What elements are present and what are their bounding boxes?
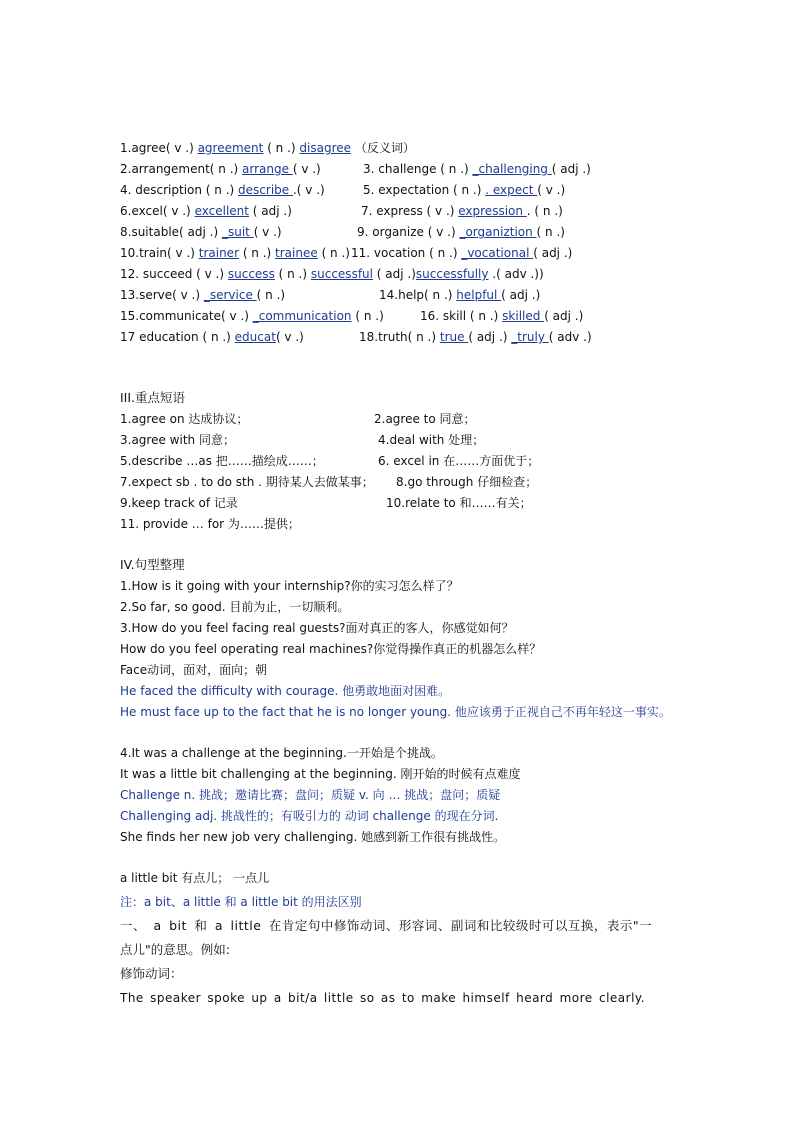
vocab-answer: excellent [194, 204, 249, 218]
vocab-answer: success [227, 267, 275, 281]
vocab-answer: describe [238, 183, 293, 197]
vocab-text: . ( n .) [526, 204, 563, 218]
vocab-text: .( v .) [292, 183, 325, 197]
vocab-text: 13.serve( v .) [120, 288, 204, 302]
vocab-answer: _service [203, 288, 257, 302]
vocab-answer: expression [458, 204, 527, 218]
vocab-answer: trainee [275, 246, 318, 260]
phrase-item: 7.expect sb . to do sth . 期待某人去做某事； [120, 475, 374, 489]
vocab-text: ( n .) [274, 267, 311, 281]
phrase-item: 8.go through 仔细检查； [396, 475, 538, 489]
vocab-answer: educat [234, 330, 276, 344]
phrase-item: 11. provide … for 为……提供； [120, 517, 300, 531]
vocab-text: ( adv .) [548, 330, 592, 344]
vocab-text: 10.train( v .) [120, 246, 199, 260]
vocab-text: 9. organize ( v .) [357, 225, 460, 239]
vocab-line-7 [120, 266, 544, 282]
vocab-answer: _organiztion [459, 225, 537, 239]
phrase-item: 2.agree to 同意； [374, 412, 476, 426]
vocab-text: 16. skill ( n .) [420, 309, 503, 323]
phrase-item: 10.relate to 和……有关； [386, 496, 532, 510]
phrase-item: 9.keep track of 记录 [120, 496, 238, 510]
phrase-item: 4.deal with 处理； [378, 433, 485, 447]
paragraph-line: The speaker spoke up a bit/a little so as to make himself heard more clearly. [120, 991, 646, 1005]
sentence-line: a little bit 有点儿； 一点儿 [120, 871, 270, 885]
phrase-item: 1.agree on 达成协议； [120, 412, 249, 426]
vocab-text: ( adj .) [372, 267, 416, 281]
vocab-text: 8.suitable( adj .) [120, 225, 222, 239]
vocab-text: ( v .) [253, 225, 282, 239]
vocab-text: 3. challenge ( n .) [363, 162, 473, 176]
vocab-text: ( n .) [536, 225, 565, 239]
vocab-text: ( n .) [239, 246, 276, 260]
sentence-line: 4.It was a challenge at the beginning.一开始是个挑战。 [120, 746, 443, 760]
vocab-text: ( adj .) [248, 204, 292, 218]
vocab-answer: _communication [252, 309, 352, 323]
vocab-text: 5. expectation ( n .) [363, 183, 486, 197]
vocab-text: （反义词） [351, 141, 415, 155]
vocab-text: 17 education ( n .) [120, 330, 235, 344]
vocab-text: ( n .) [263, 141, 300, 155]
vocab-text: ( v .) [275, 330, 304, 344]
vocab-text: ( n .) [351, 309, 384, 323]
vocab-text: 6.excel( v .) [120, 204, 195, 218]
vocab-answer: agreement [197, 141, 264, 155]
vocab-text: ( v .) [292, 162, 321, 176]
definition-line: Challenging adj. 挑战性的；有吸引力的 动词 challenge 的现在分词. [120, 809, 499, 823]
sentence-line: Face动词，面对，面向；朝 [120, 663, 268, 677]
vocab-answer: . expect [485, 183, 538, 197]
sentence-line: 3.How do you feel facing real guests?面对真正的客人，你感觉如何？ [120, 621, 514, 635]
vocab-answer: _suit [221, 225, 254, 239]
example-sentence: He must face up to the fact that he is no longer young. 他应该勇于正视自己不再年轻这一事实。 [120, 705, 671, 719]
vocab-answer: successful [310, 267, 373, 281]
sentence-line: 2.So far, so good. 目前为止，一切顺利。 [120, 600, 350, 614]
vocab-text: ( n .) [317, 246, 350, 260]
vocab-answer: _challenging [472, 162, 552, 176]
vocab-answer: disagree [299, 141, 352, 155]
vocab-text: ( adj .) [533, 246, 573, 260]
vocab-text: 1.agree( v .) [120, 141, 198, 155]
definition-line: Challenge n. 挑战；邀请比赛；盘问；质疑 v. 向 … 挑战；盘问；质疑 [120, 788, 501, 802]
paragraph-line: 点儿"的意思。例如: [120, 942, 230, 957]
vocab-text: 14.help( n .) [379, 288, 457, 302]
paragraph-line: 修饰动词： [120, 966, 183, 981]
vocab-line-1 [120, 140, 415, 156]
phrase-item: 5.describe …as 把……描绘成……； [120, 454, 324, 468]
vocab-answer: arrange [242, 162, 293, 176]
section-title-sentences: IV.句型整理 [120, 557, 185, 572]
vocab-answer: trainer [198, 246, 239, 260]
sentence-line: It was a little bit challenging at the beginning. 刚开始的时候有点难度 [120, 767, 521, 781]
phrase-item: 6. excel in 在……方面优于； [378, 454, 540, 468]
vocab-text: 15.communicate( v .) [120, 309, 253, 323]
vocab-text: 2.arrangement( n .) [120, 162, 243, 176]
vocab-answer: successfully [415, 267, 489, 281]
vocab-answer: true [439, 330, 469, 344]
vocab-answer: skilled [502, 309, 545, 323]
sentence-line: 1.How is it going with your internship?你的实习怎么样了？ [120, 579, 459, 593]
vocab-text: 12. succeed ( v .) [120, 267, 228, 281]
vocab-text: .( adv .)) [488, 267, 544, 281]
example-sentence: He faced the difficulty with courage. 他勇敢地面对困难。 [120, 684, 451, 698]
vocab-answer: helpful [456, 288, 502, 302]
vocab-text: ( adj .) [501, 288, 541, 302]
sentence-line: She finds her new job very challenging. 她感到新工作很有挑战性。 [120, 830, 506, 844]
vocab-text: 18.truth( n .) [359, 330, 440, 344]
vocab-text: 4. description ( n .) [120, 183, 239, 197]
section-title-phrases: III.重点短语 [120, 390, 186, 405]
paragraph-line: 一、 a bit 和 a little 在肯定句中修饰动词、形容词、副词和比较级时可以互换，表示"一 [120, 918, 653, 933]
vocab-text: 11. vocation ( n .) [351, 246, 462, 260]
vocab-text: ( n .) [256, 288, 286, 302]
vocab-text: ( adj .) [468, 330, 512, 344]
vocab-answer: _truly [511, 330, 549, 344]
note-line: 注：a bit、a little 和 a little bit 的用法区别 [120, 895, 362, 909]
vocab-text: ( v .) [537, 183, 566, 197]
vocab-answer: _vocational [461, 246, 534, 260]
vocab-text: 7. express ( v .) [361, 204, 459, 218]
phrase-item: 3.agree with 同意； [120, 433, 235, 447]
vocab-text: ( adj .) [544, 309, 584, 323]
sentence-line: How do you feel operating real machines?你觉得操作真正的机器怎么样？ [120, 642, 542, 656]
vocab-text: ( adj .) [551, 162, 591, 176]
